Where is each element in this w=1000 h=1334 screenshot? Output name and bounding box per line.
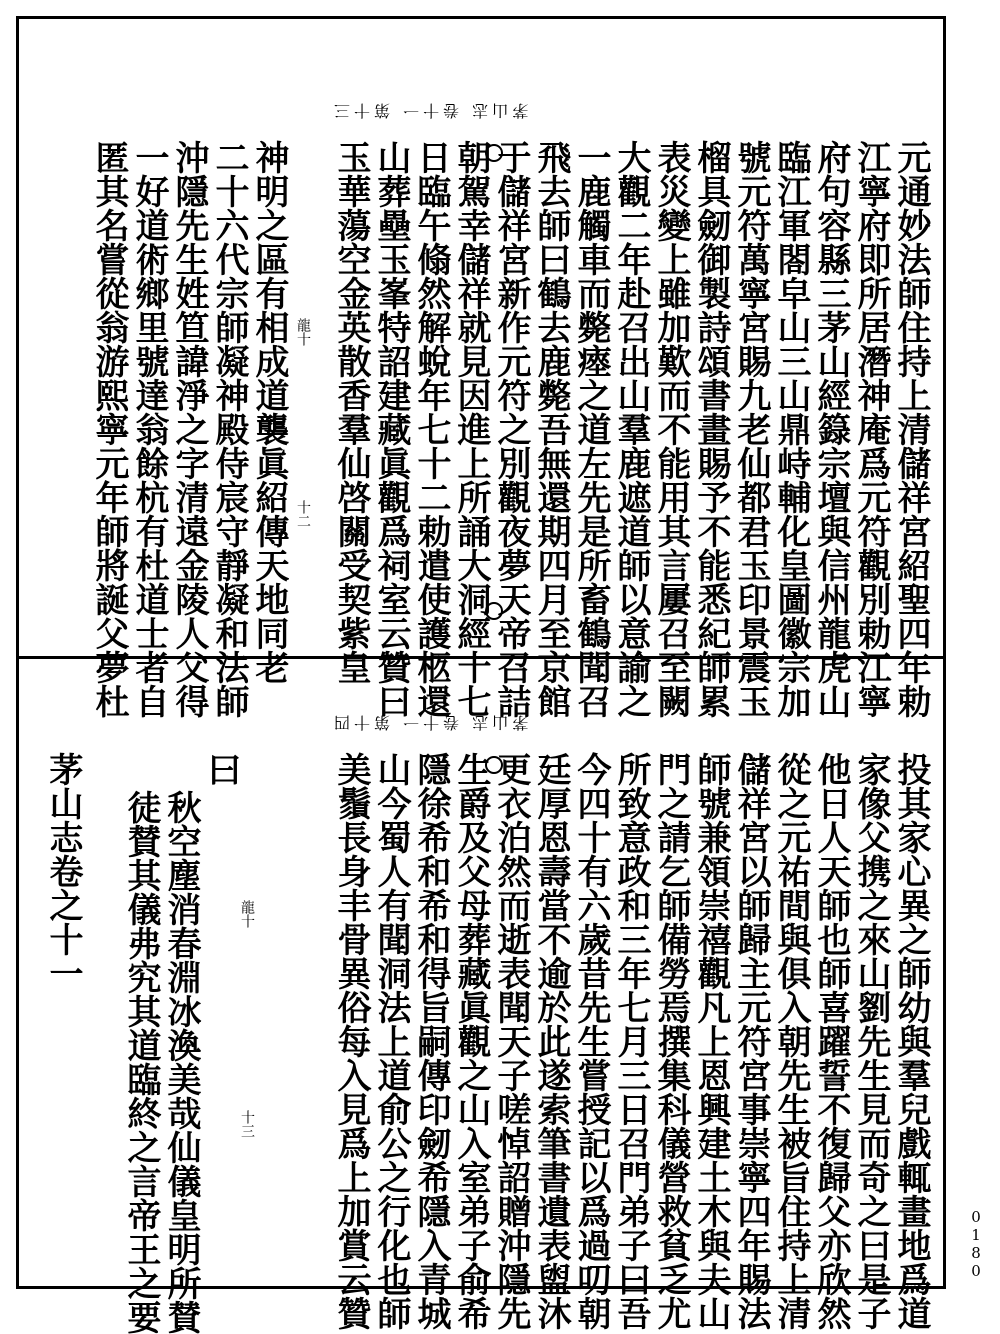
text-column: 秋空塵消春淵冰渙美哉仙儀皇明所賛 [161, 790, 201, 1334]
text-column: 二十六代宗師凝神殿侍宸守靜凝和法師 [209, 140, 249, 718]
text-column: 玉華蕩空金英散香羣仙啓關受契紫皇 [331, 140, 371, 684]
text-column: 所致意政和三年七月三日召門弟子曰吾 [611, 752, 651, 1330]
paragraph-circle-mark [485, 144, 503, 162]
text-column: 日臨午翛然解蛻年七十二勅遣使護柩還 [411, 140, 451, 718]
text-column: 表災變上雖加歎而不能用其言屢召至闕 [651, 140, 691, 718]
bottom-page-header: 茅山志 卷十一 第十四 [330, 713, 529, 732]
text-column: 一鹿觸車而斃瘞之道左先是所畜鶴聞召 [571, 140, 611, 718]
paragraph-circle-mark [485, 756, 503, 774]
folio-number: 十二 [295, 500, 311, 528]
text-column: 山今蜀人有聞洞法上道俞公之行化也師 [371, 752, 411, 1330]
text-column: 于儲祥宮新作元符之別觀夜夢天帝召詰 [491, 140, 531, 718]
text-column: 臨江軍閤皁山三山鼎峙輔化皇圖徽宗加 [771, 140, 811, 718]
text-column: 元通妙法師住持上清儲祥宮紹聖四年勅 [891, 140, 931, 718]
text-column: 儲祥宮以師歸主元符宮事崇寧四年賜法 [731, 752, 771, 1330]
text-column: 廷厚恩壽當不逾於此遂索筆書遺表盥沐 [531, 752, 571, 1330]
text-column: 從之元祐間與俱入朝先生被旨住持上清 [771, 752, 811, 1330]
text-column: 生爵及父母葬藏眞觀之山入室弟子俞希 [451, 752, 491, 1330]
side-page-number: 0180 [967, 1208, 985, 1280]
text-column: 曰 [201, 752, 241, 786]
text-column: 投其家心異之師幼與羣兒戲輒畫地爲道 [891, 752, 931, 1330]
text-column: 更衣泊然而逝表聞天子嗟悼詔贈沖隱先 [491, 752, 531, 1330]
text-column: 號元符萬寧宮賜九老仙都君玉印景震玉 [731, 140, 771, 718]
text-column: 美鬚長身丰骨異俗每入見爲上加賞云贊 [331, 752, 371, 1330]
text-column: 沖隱先生姓笪諱淨之字清遠金陵人父得 [169, 140, 209, 718]
text-column: 門之請乞師備勞焉撰集科儀營救貧乏尤 [651, 752, 691, 1330]
folio-number: 十三 [239, 1110, 255, 1138]
text-column: 匿其名嘗從翁游熙寧元年師將誕父夢杜 [89, 140, 129, 718]
folio-mark: 龍十 [295, 318, 311, 346]
text-column: 茅山志卷之十一 [43, 752, 83, 990]
text-column: 大觀二年赴召出山羣鹿遮道師以意諭之 [611, 140, 651, 718]
text-column: 府句容縣三茅山經籙宗壇與信州龍虎山 [811, 140, 851, 718]
text-column: 山葬壘玉峯特詔建藏眞觀爲祠室云贊曰 [371, 140, 411, 718]
paragraph-circle-mark [485, 602, 503, 620]
text-column: 榴具劒御製詩頌書畫賜予不能悉紀師累 [691, 140, 731, 718]
text-column: 朝駕幸儲祥就見因進上所誦大洞經十七 [451, 140, 491, 718]
folio-mark: 龍十 [239, 900, 255, 928]
text-column: 神明之區有相成道襲眞紹傳天地同老 [249, 140, 289, 684]
text-column: 徒賛其儀弗究其道臨終之言帝王之要 [121, 790, 161, 1334]
text-column: 家像父携之來山劉先生見而奇之曰是子 [851, 752, 891, 1330]
text-column: 師號兼領崇禧觀凡上恩興建土木與夫山 [691, 752, 731, 1330]
text-column: 隱徐希和希和得旨嗣傳印劒希隱入青城 [411, 752, 451, 1330]
text-column: 一好道術鄉里號達翁餘杭有杜道士者自 [129, 140, 169, 718]
top-page-header: 茅山志 卷十一 第十三 [330, 101, 529, 120]
text-column: 飛去師曰鶴去鹿斃吾無還期四月至京館 [531, 140, 571, 718]
text-column: 今四十有六歲昔先生嘗授記以爲過叨朝 [571, 752, 611, 1330]
text-column: 江寧府即所居潛神庵爲元符觀別勅江寧 [851, 140, 891, 718]
text-column: 他日人天師也師喜躍誓不復歸父亦欣然 [811, 752, 851, 1330]
